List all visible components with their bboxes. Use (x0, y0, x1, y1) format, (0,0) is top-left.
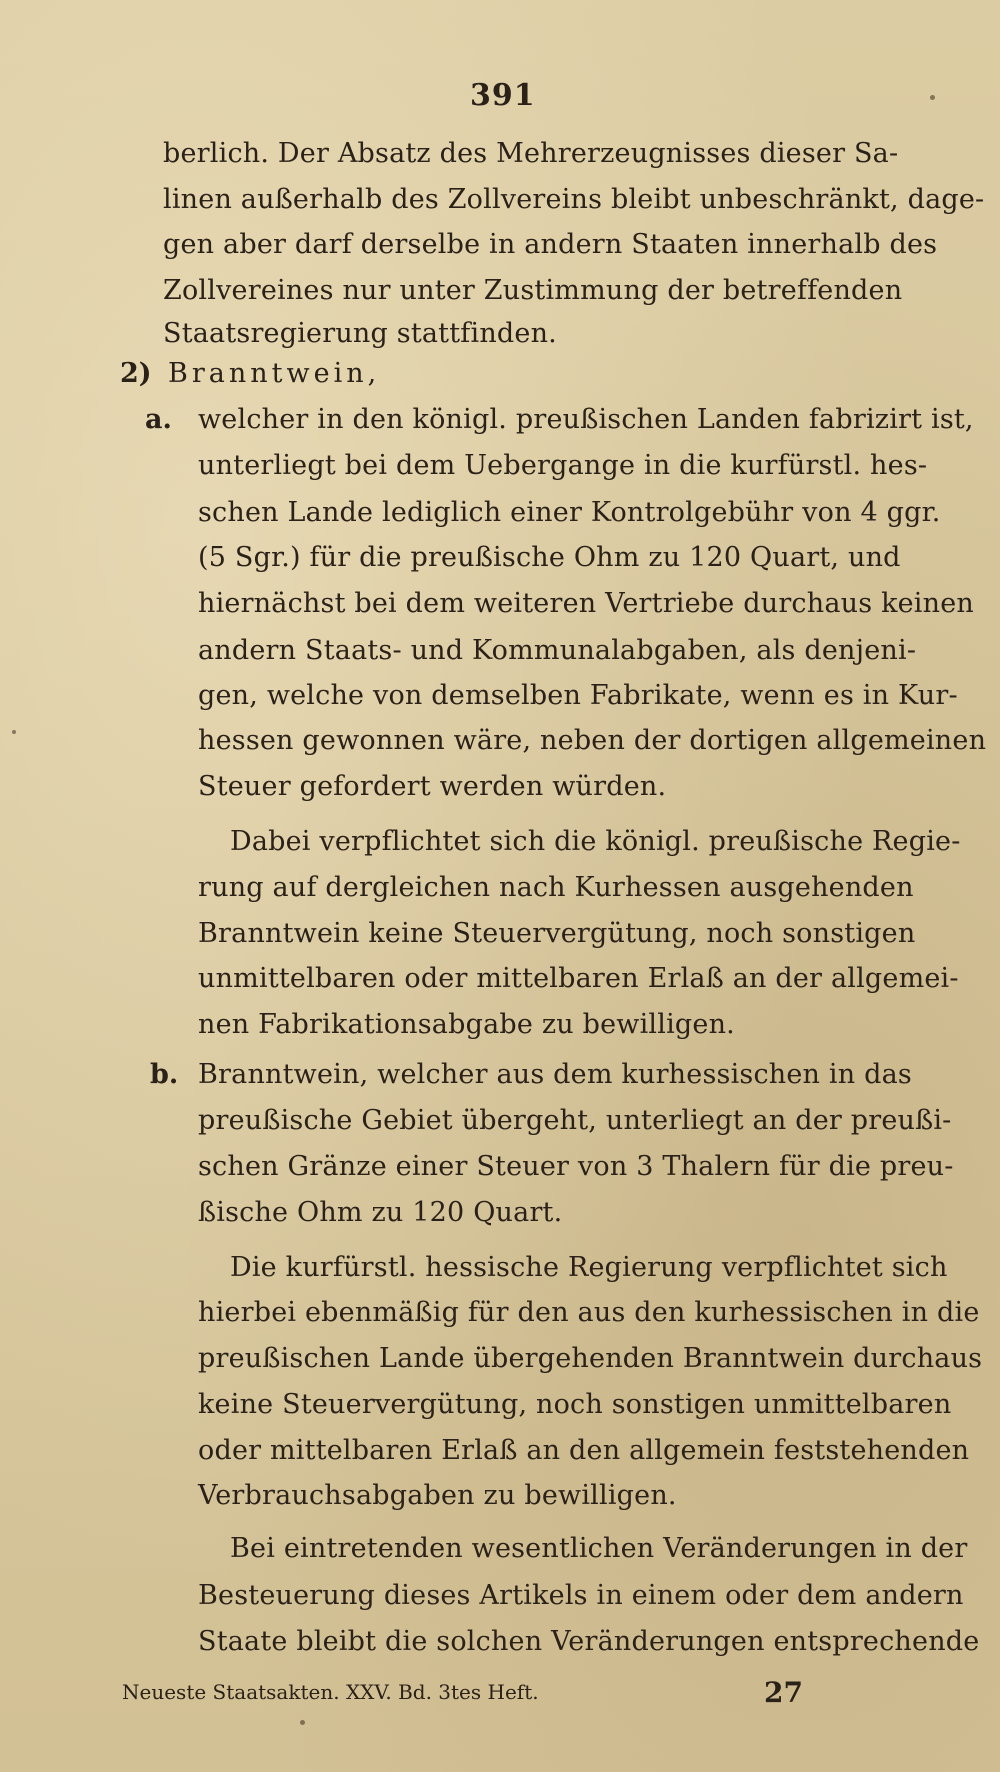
text-line: hiernächst bei dem weiteren Vertriebe durchaus keinen (198, 588, 974, 619)
paper-speck (300, 1720, 305, 1725)
text-line: unmittelbaren oder mittelbaren Erlaß an der allgemei- (198, 963, 959, 994)
text-line: Branntwein, welcher aus dem kurhessischen in das (198, 1059, 912, 1090)
section-number: 2) (120, 358, 152, 389)
paper-speck (12, 730, 16, 734)
text-line: keine Steuervergütung, noch sonstigen unmittelbaren (198, 1389, 952, 1420)
text-line: Die kurfürstl. hessische Regierung verpflichtet sich (230, 1252, 948, 1283)
text-line: preußischen Lande übergehenden Branntwein durchaus (198, 1343, 983, 1374)
text-line: Besteuerung dieses Artikels in einem oder dem andern (198, 1580, 964, 1611)
section-heading: Branntwein, (168, 358, 381, 389)
paper-speck (930, 95, 935, 100)
text-line: Staatsregierung stattfinden. (163, 318, 557, 349)
text-line: hessen gewonnen wäre, neben der dortigen allgemeinen (198, 725, 987, 756)
text-line: Dabei verpflichtet sich die königl. preußische Regie- (230, 826, 961, 857)
footer-signature-line: Neueste Staatsakten. XXV. Bd. 3tes Heft. (122, 1680, 539, 1704)
text-line: rung auf dergleichen nach Kurhessen ausgehenden (198, 872, 914, 903)
text-line: Branntwein keine Steuervergütung, noch sonstigen (198, 918, 916, 949)
text-line: Verbrauchsabgaben zu bewilligen. (198, 1480, 677, 1511)
text-line: gen, welche von demselben Fabrikate, wenn es in Kur- (198, 680, 958, 711)
text-line: andern Staats- und Kommunalabgaben, als denjeni- (198, 635, 917, 666)
text-line: nen Fabrikationsabgabe zu bewilligen. (198, 1009, 735, 1040)
text-line: unterliegt bei dem Uebergange in die kurfürstl. hes- (198, 450, 928, 481)
text-line: schen Gränze einer Steuer von 3 Thalern für die preu- (198, 1151, 954, 1182)
text-line: Zollvereines nur unter Zustimmung der betreffenden (163, 275, 903, 306)
text-line: hierbei ebenmäßig für den aus den kurhessischen in die (198, 1297, 980, 1328)
text-line: Steuer gefordert werden würden. (198, 771, 667, 802)
text-line: preußische Gebiet übergeht, unterliegt an der preußi- (198, 1105, 952, 1136)
text-line: berlich. Der Absatz des Mehrerzeugnisses dieser Sa- (163, 138, 899, 169)
item-label-a: a. (145, 404, 172, 435)
item-label-b: b. (150, 1059, 179, 1090)
text-line: (5 Sgr.) für die preußische Ohm zu 120 Quart, und (198, 542, 901, 573)
text-line: oder mittelbaren Erlaß an den allgemein feststehenden (198, 1435, 970, 1466)
sheet-signature: 27 (764, 1676, 803, 1709)
page-number: 391 (470, 78, 536, 113)
text-line: Staate bleibt die solchen Veränderungen entsprechende (198, 1626, 980, 1657)
text-line: Bei eintretenden wesentlichen Veränderungen in der (230, 1533, 968, 1564)
text-line: linen außerhalb des Zollvereins bleibt unbeschränkt, dage- (163, 184, 985, 215)
text-line: gen aber darf derselbe in andern Staaten innerhalb des (163, 229, 938, 260)
text-line: welcher in den königl. preußischen Landen fabrizirt ist, (198, 404, 974, 435)
text-line: ßische Ohm zu 120 Quart. (198, 1197, 563, 1228)
text-line: schen Lande lediglich einer Kontrolgebühr von 4 ggr. (198, 497, 941, 528)
